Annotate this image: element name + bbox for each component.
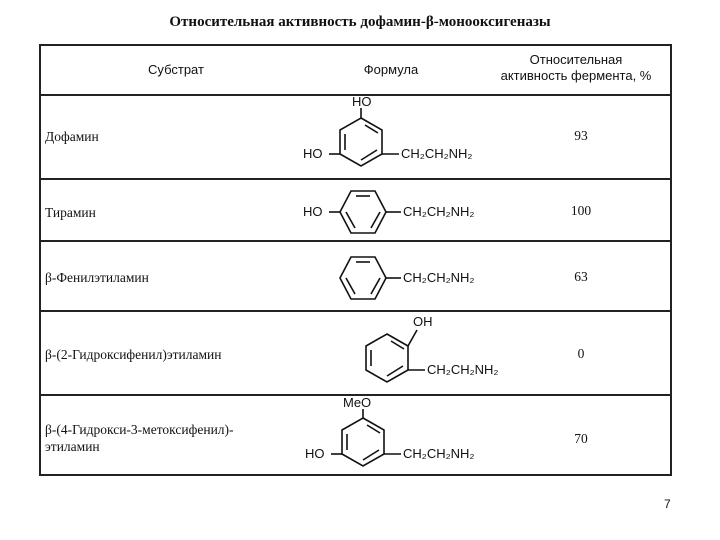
activity-table [39, 44, 672, 476]
table-row [41, 396, 670, 478]
substrate-name-line1: β-(4-Гидрокси-3-метоксифенил)- [45, 422, 234, 437]
substrate-name: Дофамин [45, 129, 99, 144]
header-activity [481, 52, 671, 84]
structural-formula [281, 242, 501, 312]
table-row [41, 94, 670, 180]
header-activity-line1: Относительная [529, 52, 623, 67]
table-header [41, 46, 670, 96]
structural-formula [281, 180, 501, 242]
group-chain: CH₂CH₂NH₂ [403, 446, 475, 461]
group-top: OH [413, 314, 433, 329]
group-left: HO [303, 146, 323, 161]
activity-value: 0 [577, 346, 585, 361]
activity-value: 70 [574, 431, 588, 446]
header-activity-line2: активность фермента, % [500, 68, 652, 83]
group-top: MeO [343, 395, 372, 410]
group-chain: CH₂CH₂NH₂ [403, 270, 475, 285]
activity-value: 63 [574, 269, 588, 284]
substrate-name [45, 421, 234, 455]
page-number: 7 [664, 497, 671, 511]
group-left: HO [303, 204, 323, 219]
structural-formula [281, 396, 501, 478]
header-formula: Формула [363, 62, 419, 77]
group-left: HO [305, 446, 325, 461]
activity-value: 100 [570, 203, 592, 218]
substrate-name: β-Фенилэтиламин [45, 270, 149, 285]
group-chain: CH₂CH₂NH₂ [427, 362, 499, 377]
substrate-name: β-(2-Гидроксифенил)этиламин [45, 347, 222, 362]
table-row [41, 180, 670, 242]
table-row [41, 242, 670, 312]
header-substrate: Субстрат [148, 62, 204, 77]
substrate-name-line2: этиламин [45, 439, 100, 454]
table-row [41, 312, 670, 396]
structural-formula [281, 312, 501, 396]
group-top: HO [352, 94, 372, 109]
group-chain: CH₂CH₂NH₂ [401, 146, 473, 161]
page-title: Относительная активность дофамин-β-монооксигеназы [169, 14, 551, 30]
substrate-name: Тирамин [45, 205, 96, 220]
group-chain: CH₂CH₂NH₂ [403, 204, 475, 219]
structural-formula [281, 94, 501, 180]
activity-value: 93 [574, 128, 588, 143]
